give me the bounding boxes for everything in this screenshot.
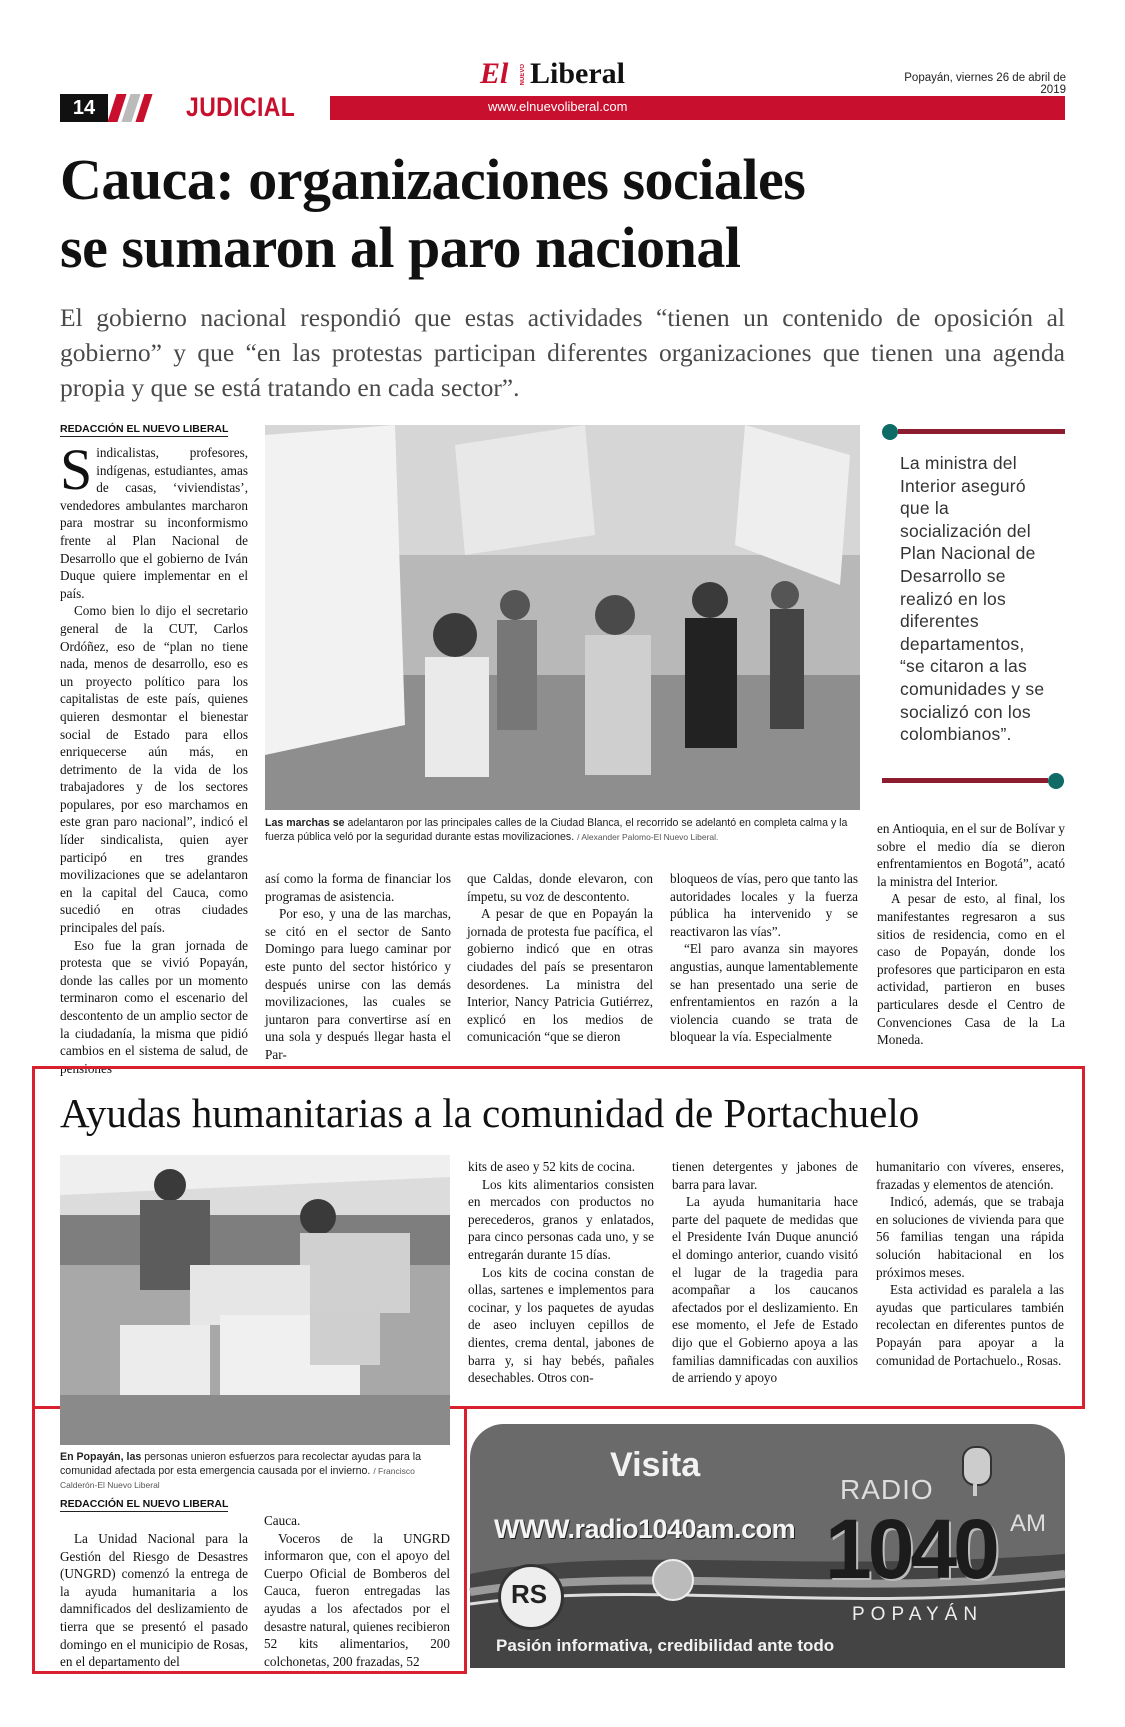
dateline: Popayán, viernes 26 de abril de 2019 (904, 72, 1066, 96)
ad-slogan: Pasión informativa, credibilidad ante todo (496, 1636, 835, 1655)
ad-frequency: 1040 (825, 1502, 996, 1596)
ad-radio-label: RADIO (840, 1474, 934, 1505)
header-red-bar (330, 96, 1065, 120)
website-link[interactable]: www.elnuevoliberal.com (488, 99, 628, 114)
pullquote-bottom-rule (882, 778, 1048, 783)
logo-nuevo: NUEVO (520, 64, 526, 86)
main-col3-p2: A pesar de que en Popayán la jornada de protesta fue pacífica, el gobierno indicó que en otras ciudades del país se presentaron desordenes. La ministra del Interior, Nancy Patricia Gutiérrez, explicó en los medios de comunicación “que se dieron (467, 906, 653, 1045)
second-col3-p1: kits de aseo y 52 kits de cocina. (468, 1159, 636, 1174)
second-col1-p1: La Unidad Nacional para la Gestión del Riesgo de Desastres (UNGRD) comenzó la entrega de la ayuda humanitaria a los damnificados del deslizamiento de tierra que se presentó el pasado domingo en el municipio de Rosas, en el departamento del (60, 1531, 248, 1670)
march-caption-bold: Las marchas se (265, 817, 345, 829)
main-headline-line1: Cauca: organizaciones sociales (60, 147, 806, 212)
second-col5-p1: humanitario con víveres, enseres, frazadas y elementos de atención. (876, 1159, 1064, 1192)
aid-photo-caption (60, 1450, 450, 1492)
second-col-5 (876, 1158, 1064, 1398)
main-col-4 (670, 870, 858, 1046)
pullquote-bottom-dot (1048, 773, 1064, 789)
second-col5-p2: Indicó, además, que se trabaja en soluciones de vivienda para que 56 familias tengan una rápida solución habitacional en los próximos meses. (876, 1194, 1064, 1280)
main-col5-p1: en Antioquia, en el sur de Bolívar y sobre el medio día se dieron enfrentamientos en Bogotá”, acató la ministra del Interior. (877, 821, 1065, 889)
section-slash-decor (112, 94, 162, 122)
main-col-3 (467, 870, 653, 1046)
masthead (480, 58, 650, 92)
rs-logo-letters: RS (511, 1579, 548, 1609)
second-col-1 (60, 1530, 248, 1670)
march-photo (265, 425, 860, 810)
aid-photo-illustration (60, 1155, 450, 1445)
main-col-1 (60, 437, 248, 1076)
ad-url[interactable]: WWW.radio1040am.com (494, 1514, 796, 1544)
page-number: 14 (60, 94, 108, 122)
main-col2-p2: Por eso, y una de las marchas, se citó en el sector de Santo Domingo para luego caminar por este punto del sector histórico y después unirse con las demás movilizaciones, las cuales se juntaron para convertirse así en una sola y después llegar hasta el Par- (265, 906, 451, 1062)
second-col-3 (468, 1158, 654, 1398)
main-col3-p1: que Caldas, donde elevaron, con ímpetu, su voz de descontento. (467, 871, 653, 904)
march-photo-caption (265, 816, 860, 844)
main-col4-p2: “El paro avanza sin mayores angustias, aunque lamentablemente se han presentado una serie de enfrentamientos en razón a la violencia cuando se trata de bloquear la vía. Especialmente (670, 941, 858, 1045)
main-col1-p1: indicalistas, profesores, indígenas, estudiantes, amas de casas, ‘viviendistas’, vendedores ambulantes marcharon para mostrar su inconformismo frente al Plan Nacional de Desarrollo que el gobierno de Iván Duque quiere implementar en el país. (60, 445, 248, 601)
second-col2-p2: Voceros de la UNGRD informaron que, con el apoyo del Cuerpo Oficial de Bomberos del Cauca, fueron entregadas las ayudas a los afectados por el desastre natural, quienes recibieron 52 kits alimentarios, 200 colchonetas, 200 frazadas, 52 (264, 1530, 451, 1669)
main-col1-p2: Como bien lo dijo el secretario general de la CUT, Carlos Ordóñez, eso de “plan no tiene nada, menos de desarrollo, eso es un proyecto político para los capitalistas de este país, quienes quieren desmontar el bienestar social de Estado para ellos enriquecerse aún más, en detrimento de la vida de los trabajadores y de los sectores populares, por eso marchamos en este gran paro nacional”, indicó el líder sindicalista, quien ayer participó en tres grandes movilizaciones que se adelantaron en la capital del Cauca, como sucedió en otras ciudades principales del país. (60, 603, 248, 936)
march-caption-text: adelantaron por las principales calles de la Ciudad Blanca, el recorrido se adelantó en completa calma y la fuerza pública veló por la seguridad durante estas movilizaciones. (265, 817, 848, 843)
section-label[interactable]: JUDICIAL (186, 92, 296, 122)
ad-city: POPAYÁN (852, 1604, 984, 1625)
main-col2-p1: así como la forma de financiar los programas de asistencia. (265, 871, 451, 904)
microphone-icon (956, 1446, 994, 1502)
aid-caption-credit: / Francisco Calderón-El Nuevo Liberal (60, 1466, 415, 1490)
main-col1-p3: Eso fue la gran jornada de protesta que se vivió Popayán, donde las calles por un momento terminaron como el escenario del descontento de un amplio sector de la ciudadanía, la misma que pidió cambios en el sistema de salud, de pensiones (60, 937, 248, 1076)
aid-caption-text: personas unieron esfuerzos para recolectar ayudas para la comunidad afectada por esta emergencia causada por el invierno. (60, 1451, 421, 1477)
second-col3-p3: Los kits de cocina constan de ollas, sartenes e implementos para cocinar, y los paquetes de ayudas de aseo incluyen cepillos de dientes, crema dental, jabones de barra y, si hay bebés, pañales desechables. Otros con- (468, 1264, 654, 1386)
march-photo-illustration (265, 425, 860, 810)
aid-caption-bold: En Popayán, las (60, 1451, 142, 1463)
main-deck: El gobierno nacional respondió que estas actividades “tienen un contenido de oposición al gobierno” y que “en las protestas participan diferentes organizaciones que tienen una agenda propia y que se está tratando en cada sector”. (60, 303, 1065, 402)
second-col4-p1: tienen detergentes y jabones de barra para lavar. (672, 1159, 858, 1192)
main-headline-line2: se sumaron al paro nacional (60, 215, 741, 280)
second-col4-p2: La ayuda humanitaria hace parte del paquete de medidas que el Presidente Iván Duque anunció el domingo anterior, cuando visitó el lugar de la tragedia para acompañar a los caucanos afectados por el deslizamiento. En ese momento, el Jefe de Estado dijo que el Gobierno apoya a las familias damnificadas con auxilios de arriendo y apoyo (672, 1194, 858, 1386)
second-col2-p1: Cauca. (264, 1513, 301, 1528)
radio-ad[interactable] (470, 1424, 1065, 1668)
pullquote-top-dot (882, 424, 898, 440)
main-col5-p2: A pesar de esto, al final, los manifestantes regresaron a sus sitios de residencia, como en el caso de Popayán, donde los profesores que participaron en esta actividad, partieron en buses particulares desde el Centro de Convenciones Casa de la La Moneda. (877, 891, 1065, 1048)
second-col-2 (264, 1512, 451, 1669)
ad-am-label: AM (1010, 1510, 1046, 1537)
march-caption-credit: / Alexander Palomo-El Nuevo Liberal. (577, 832, 719, 842)
ad-visita: Visita (610, 1446, 701, 1484)
main-col-2 (265, 870, 451, 1062)
logo-liberal: Liberal (530, 57, 625, 90)
logo-el: El (480, 57, 509, 90)
second-headline: Ayudas humanitarias a la comunidad de Portachuelo (60, 1090, 920, 1136)
main-col-5 (877, 820, 1065, 1046)
second-col5-p3: Esta actividad es paralela a las ayudas que particulares también recolectan en diferentes puntos de Popayán para apoyar a la comunidad de Portachuelo., Rosas. (876, 1282, 1064, 1368)
aid-photo (60, 1155, 450, 1445)
pullquote: La ministra del Interior aseguró que la socialización del Plan Nacional de Desarrollo se realizó en los diferentes departamentos, “se citaron a las comunidades y se socializó con los colombianos”. (900, 453, 1045, 745)
dropcap: S (60, 437, 93, 502)
second-col3-p2: Los kits alimentarios consisten en mercados con productos no perecederos, granos y enlatados, para cinco personas cada uno, y se entregarán durante 15 días. (468, 1176, 654, 1262)
second-col-4 (672, 1158, 858, 1398)
second-byline: REDACCIÓN EL NUEVO LIBERAL (60, 1498, 229, 1510)
pullquote-top-rule (898, 429, 1065, 434)
ad-center-disc-icon (652, 1559, 694, 1601)
main-byline: REDACCIÓN EL NUEVO LIBERAL (60, 423, 229, 435)
rs-logo-icon (498, 1564, 564, 1630)
main-col4-p1: bloqueos de vías, pero que tanto las autoridades locales y la fuerza pública ha intervenido y se reactivaron las vías”. (670, 871, 858, 939)
